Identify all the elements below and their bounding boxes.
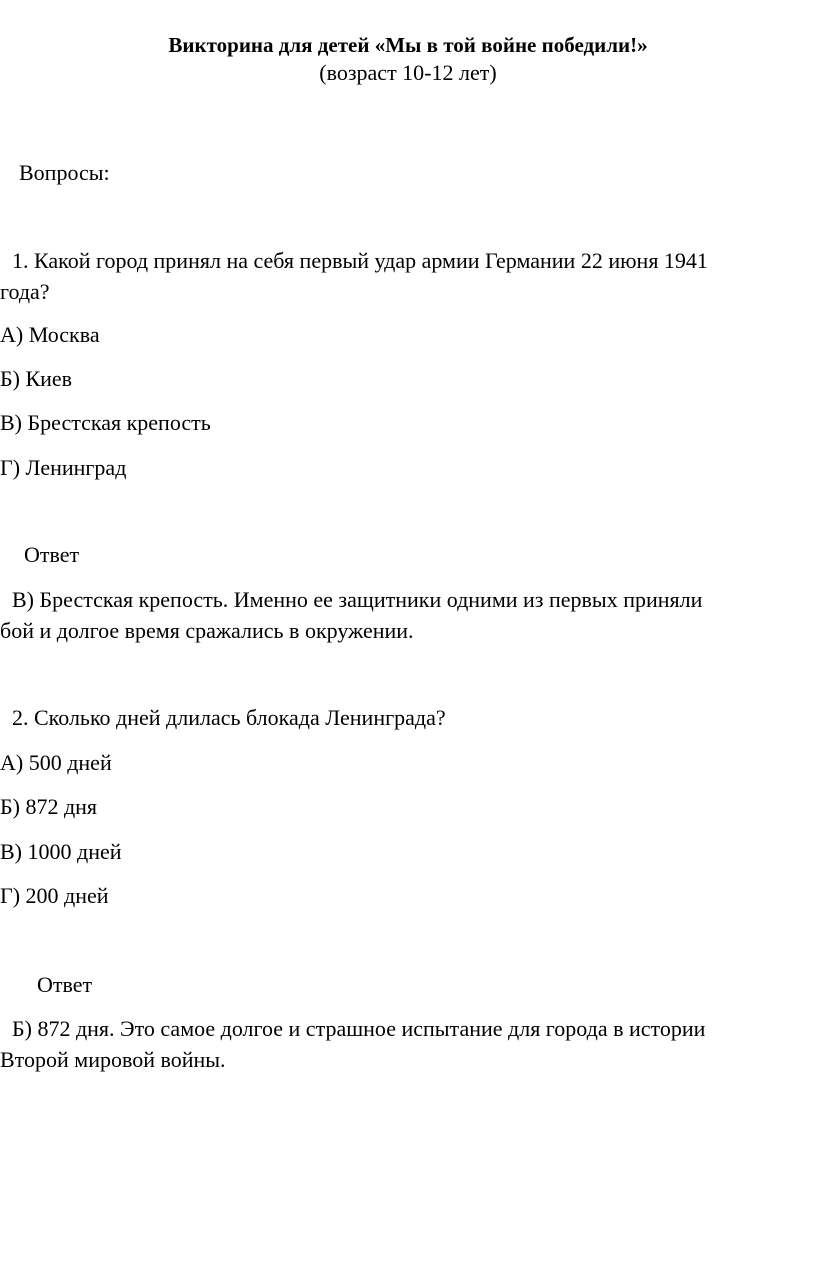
document-subtitle: (возраст 10-12 лет) [319, 60, 497, 85]
question-2-option-c: В) 1000 дней [0, 839, 122, 864]
question-1-option-d: Г) Ленинград [0, 455, 127, 480]
question-2-option-b: Б) 872 дня [0, 794, 98, 819]
section-label: Вопросы: [19, 160, 110, 185]
question-1-answer-label: Ответ [24, 542, 80, 567]
question-1-option-c: В) Брестская крепость [0, 410, 211, 435]
question-2-answer-label: Ответ [37, 972, 93, 997]
question-2-answer-text-cont: Второй мировой войны. [0, 1047, 226, 1072]
question-1-text: 1. Какой город принял на себя первый удар армии Германии 22 июня 1941 [12, 248, 708, 273]
question-1-option-a: А) Москва [0, 322, 100, 347]
document-title: Викторина для детей «Мы в той войне победили!» [168, 33, 648, 57]
question-2-answer-text: Б) 872 дня. Это самое долгое и страшное испытание для города в истории [12, 1016, 706, 1041]
question-1-option-b: Б) Киев [0, 366, 73, 391]
question-2-text: 2. Сколько дней длилась блокада Ленинграда? [12, 705, 446, 730]
question-1-answer-text-cont: бой и долгое время сражались в окружении. [0, 618, 414, 643]
question-2-option-a: А) 500 дней [0, 750, 112, 775]
question-1-text-cont: года? [0, 279, 50, 304]
question-1-answer-text: В) Брестская крепость. Именно ее защитники одними из первых приняли [12, 587, 703, 612]
question-2-option-d: Г) 200 дней [0, 883, 109, 908]
